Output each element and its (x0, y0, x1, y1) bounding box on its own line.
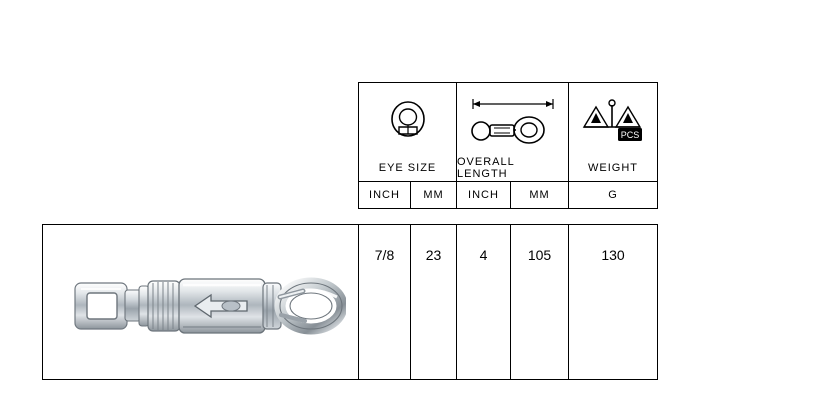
overall-inch-unit: INCH (457, 182, 511, 208)
eye-size-title: EYE SIZE (359, 155, 457, 181)
overall-length-icon (467, 92, 559, 150)
spec-header-table (358, 82, 658, 209)
overall-length-title: OVERALL LENGTH (457, 155, 569, 181)
cell-eye-inch: 7/8 (359, 225, 411, 379)
eye-mm-unit: MM (411, 182, 457, 208)
overall-length-icon-cell (457, 83, 569, 155)
spec-unit-row (359, 181, 657, 208)
swivel-snap-hook-illustration (71, 257, 346, 352)
table-row (42, 224, 658, 380)
cell-overall-mm: 105 (511, 225, 569, 379)
cell-eye-mm: 23 (411, 225, 457, 379)
weight-scale-icon (578, 93, 648, 149)
spec-icon-row (359, 83, 657, 155)
cell-weight: 130 (601, 247, 625, 263)
eye-inch-unit: INCH (359, 182, 411, 208)
eye-size-icon-cell (359, 83, 457, 155)
weight-unit: G (608, 189, 618, 201)
spec-title-row (359, 155, 657, 181)
svg-text:PCS: PCS (620, 130, 640, 140)
eye-size-icon (382, 93, 434, 149)
cell-overall-inch: 4 (457, 225, 511, 379)
weight-icon-cell (569, 83, 657, 155)
weight-title: WEIGHT (588, 162, 638, 174)
overall-mm-unit: MM (511, 182, 569, 208)
product-image-cell (43, 225, 359, 379)
